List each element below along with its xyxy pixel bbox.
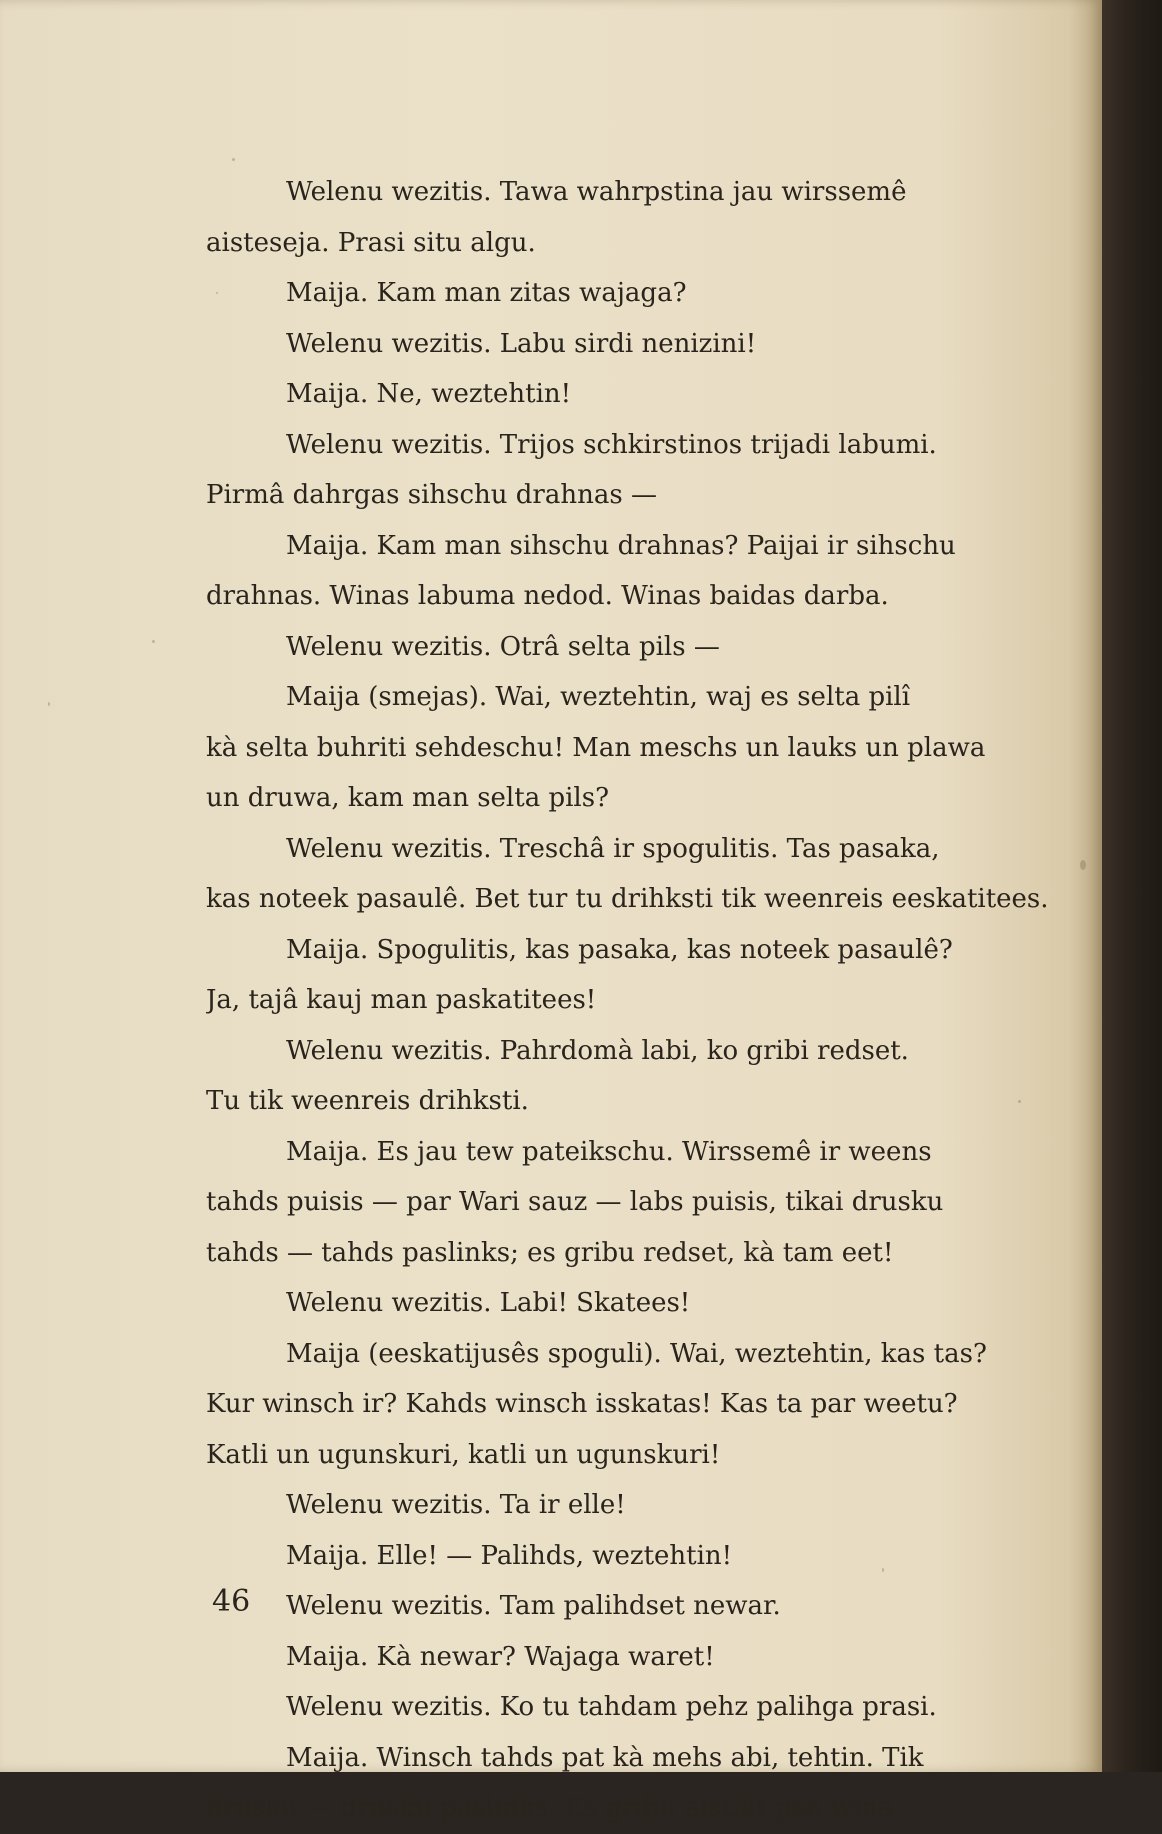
paper-speck xyxy=(152,640,155,643)
paper-speck xyxy=(882,1568,884,1572)
text-line: aisteseja. Prasi situ algu. xyxy=(206,227,536,258)
text-line: Maija (eeskatijusês spoguli). Wai, weztehtin, kas tas? xyxy=(286,1338,987,1369)
text-line: kà selta buhriti sehdeschu! Man meschs un lauks un plawa xyxy=(206,732,986,763)
text-line: Ja, tajâ kauj man paskatitees! xyxy=(206,985,597,1015)
page-number: 46 xyxy=(212,1584,251,1619)
text-line: tahds — tahds paslinks; es gribu redset, kà tam eet! xyxy=(206,1237,894,1268)
text-line: Welenu wezitis. Tawa wahrpstina jau wirssemê xyxy=(286,177,907,207)
page-text xyxy=(206,167,1056,1834)
text-line: Maija. Kam man sihschu drahnas? Paijai ir sihschu xyxy=(286,530,956,561)
text-line: Welenu wezitis. Ta ir elle! xyxy=(286,1490,626,1520)
text-line: Welenu wezitis. Labu sirdi nenizini! xyxy=(286,328,757,359)
text-line: Welenu wezitis. Otrâ selta pils — xyxy=(286,631,720,662)
paper-speck xyxy=(1018,1100,1021,1103)
text-line: Welenu wezitis. Ko tu tahdam pehz palihga prasi. xyxy=(286,1692,937,1722)
text-line: kas noteek pasaulê. Bet tur tu drihksti tik weenreis eeskatitees. xyxy=(206,884,1049,914)
text-line: Welenu wezitis. Labi! Skatees! xyxy=(286,1288,691,1318)
text-line: Maija (smejas). Wai, weztehtin, waj es selta pilî xyxy=(286,682,911,712)
text-line: drusku — drusku paslinks. Es gribu aistikt pee wina. xyxy=(206,1793,902,1823)
paper-speck xyxy=(216,292,218,294)
text-line: Maija. Winsch tahds pat kà mehs abi, tehtin. Tik xyxy=(286,1742,924,1773)
paper-speck xyxy=(48,702,50,706)
text-line: Welenu wezitis. Trijos schkirstinos trijadi labumi. xyxy=(286,429,937,460)
text-line: Maija. Kam man zitas wajaga? xyxy=(286,278,687,308)
text-line: Tu tik weenreis drihksti. xyxy=(206,1086,529,1116)
text-line: Kur winsch ir? Kahds winsch isskatas! Kas ta par weetu? xyxy=(206,1389,958,1419)
book-edge xyxy=(1102,0,1162,1772)
text-line: Welenu wezitis. Treschâ ir spogulitis. Tas pasaka, xyxy=(286,833,940,864)
text-line: Maija. Es jau tew pateikschu. Wirssemê ir weens xyxy=(286,1136,932,1167)
text-line: Maija. Ne, weztehtin! xyxy=(286,379,572,409)
text-line: drahnas. Winas labuma nedod. Winas baidas darba. xyxy=(206,581,889,611)
text-line: Welenu wezitis. Pahrdomà labi, ko gribi redset. xyxy=(286,1035,909,1066)
text-line: Pirmâ dahrgas sihschu drahnas — xyxy=(206,480,657,510)
text-line: tahds puisis — par Wari sauz — labs puisis, tikai drusku xyxy=(206,1187,944,1217)
text-line: un druwa, kam man selta pils? xyxy=(206,783,610,813)
text-line: Katli un ugunskuri, katli un ugunskuri! xyxy=(206,1439,721,1470)
text-line: Maija. Spogulitis, kas pasaka, kas noteek pasaulê? xyxy=(286,934,953,965)
text-line: Welenu wezitis. Tam palihdset newar. xyxy=(286,1591,781,1621)
text-line: Maija. Elle! — Palihds, weztehtin! xyxy=(286,1540,733,1571)
paper-speck xyxy=(1080,860,1086,870)
text-line: Maija. Kà newar? Wajaga waret! xyxy=(286,1641,715,1672)
paper-speck xyxy=(232,158,235,161)
